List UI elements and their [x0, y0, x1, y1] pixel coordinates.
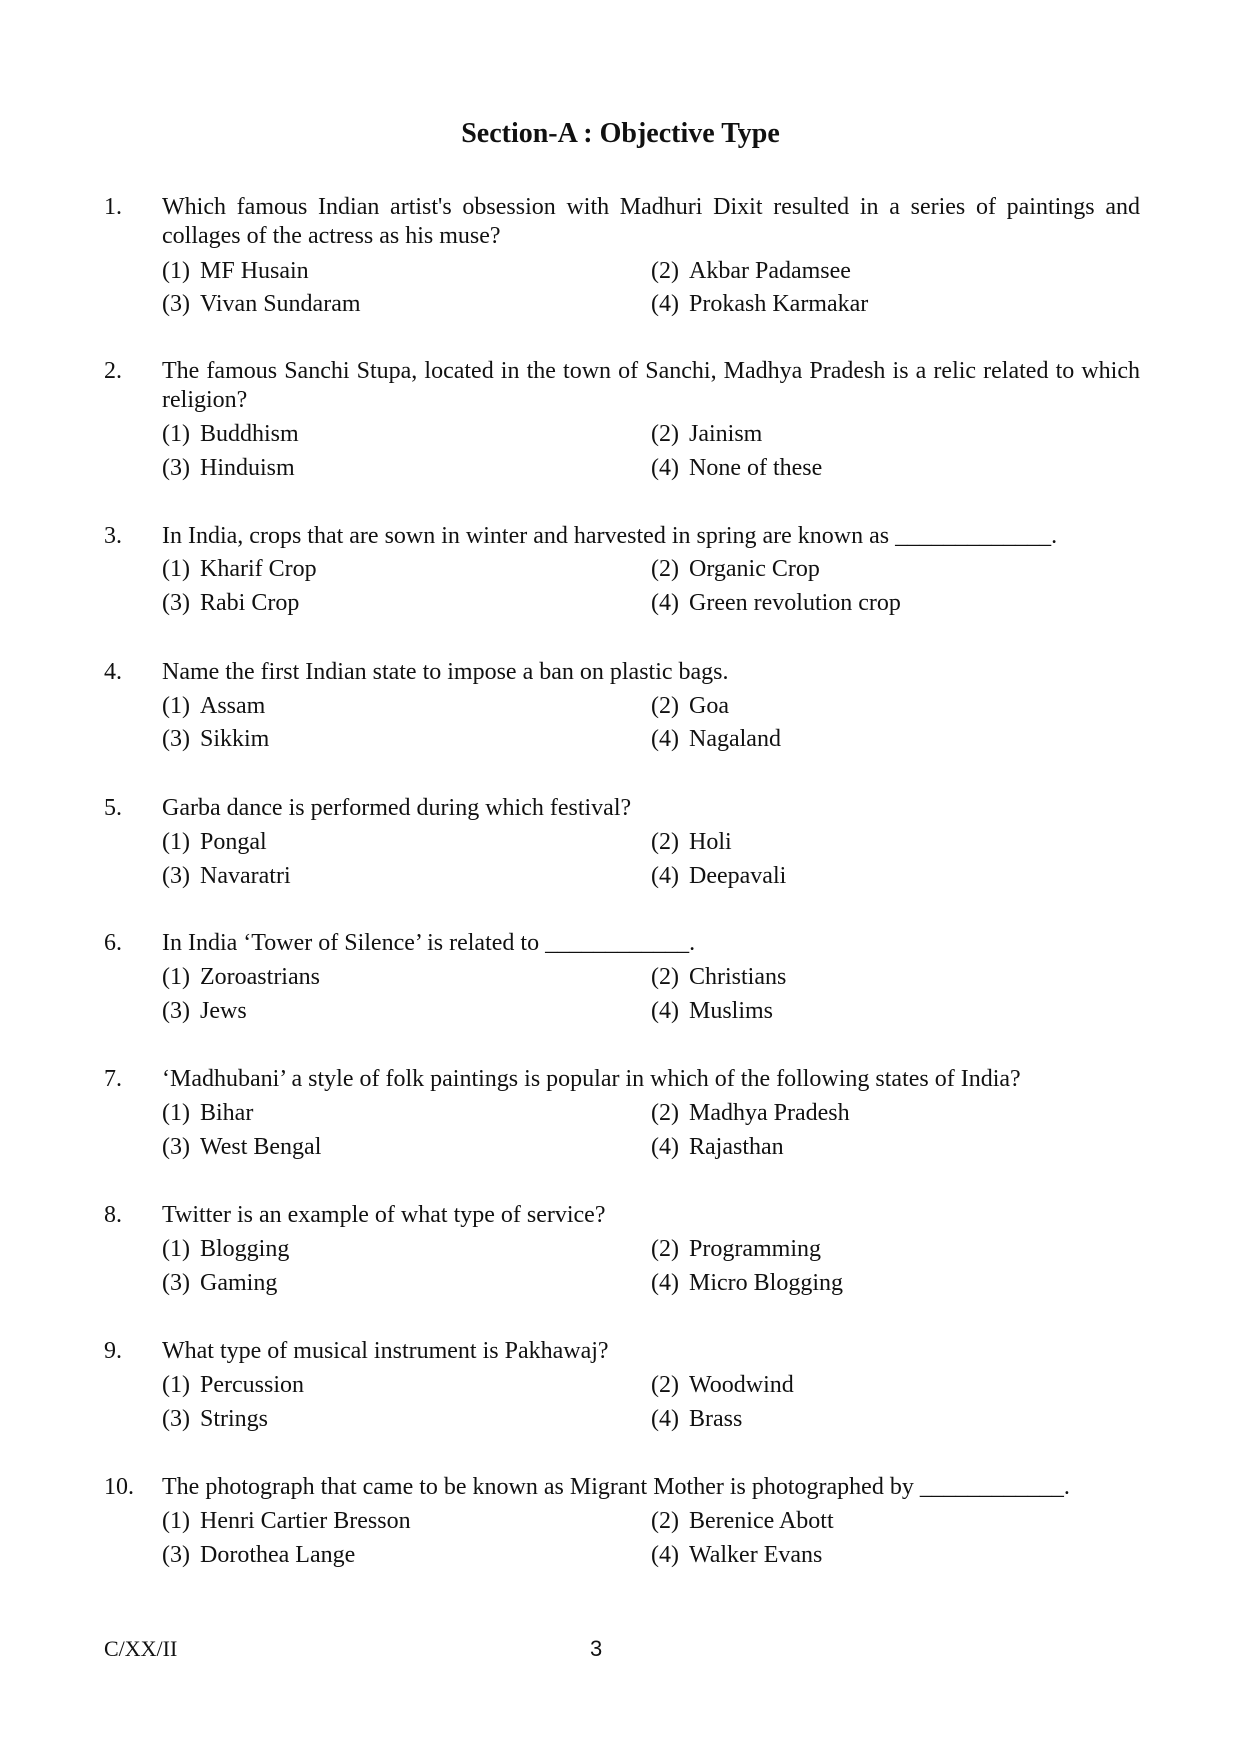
option-text: Nagaland: [689, 726, 781, 752]
option-3: [162, 725, 269, 754]
option-4: [651, 1269, 843, 1298]
option-text: Madhya Pradesh: [689, 1100, 850, 1126]
question-number: 1.: [104, 194, 122, 220]
option-number: (1): [162, 1508, 190, 1534]
option-4: [651, 997, 773, 1026]
option-text: None of these: [689, 455, 823, 481]
option-1: [162, 1371, 304, 1400]
option-4: [651, 290, 868, 319]
question-number: 7.: [104, 1066, 122, 1092]
question-text: What type of musical instrument is Pakhawaj?: [162, 1338, 609, 1364]
option-3: [162, 997, 247, 1026]
option-text: Blogging: [200, 1236, 290, 1262]
option-text: Assam: [200, 693, 266, 719]
option-text: Sikkim: [200, 726, 270, 752]
section-title: Section-A : Objective Type: [461, 118, 780, 149]
option-3: [162, 862, 291, 891]
option-number: (3): [162, 1134, 190, 1160]
option-1: [162, 692, 265, 721]
option-text: Buddhism: [200, 421, 299, 447]
question-text: In India, crops that are sown in winter and harvested in spring are known as _____________.: [162, 523, 1058, 549]
question-text: The famous Sanchi Stupa, located in the town of Sanchi, Madhya Pradesh is a relic related to which religion?: [162, 358, 1140, 413]
option-text: West Bengal: [200, 1134, 322, 1160]
option-text: Walker Evans: [689, 1542, 823, 1568]
question-number: 4.: [104, 659, 122, 685]
question-text: Garba dance is performed during which festival?: [162, 795, 632, 821]
option-3: [162, 1133, 321, 1162]
question-text: Twitter is an example of what type of service?: [162, 1202, 606, 1228]
option-number: (3): [162, 863, 190, 889]
option-1: [162, 1099, 253, 1128]
option-number: (1): [162, 1236, 190, 1262]
option-text: Goa: [689, 693, 729, 719]
option-text: Woodwind: [689, 1372, 794, 1398]
option-3: [162, 290, 361, 319]
option-text: Berenice Abott: [689, 1508, 834, 1534]
option-number: (3): [162, 1542, 190, 1568]
option-text: Micro Blogging: [689, 1270, 843, 1296]
option-2: [651, 420, 762, 449]
option-number: (1): [162, 693, 190, 719]
option-3: [162, 1405, 268, 1434]
option-2: [651, 555, 820, 584]
option-2: [651, 1099, 850, 1128]
option-text: Holi: [689, 829, 732, 855]
option-2: [651, 828, 732, 857]
option-4: [651, 862, 786, 891]
option-4: [651, 725, 781, 754]
option-1: [162, 963, 320, 992]
option-text: Programming: [689, 1236, 821, 1262]
option-number: (4): [651, 863, 679, 889]
paper-code: C/XX/II: [104, 1636, 178, 1661]
option-text: Kharif Crop: [200, 556, 317, 582]
option-text: Christians: [689, 964, 787, 990]
option-number: (4): [651, 1134, 679, 1160]
option-number: (3): [162, 1270, 190, 1296]
option-number: (2): [651, 693, 679, 719]
option-text: Brass: [689, 1406, 743, 1432]
option-4: [651, 1133, 784, 1162]
option-2: [651, 1507, 834, 1536]
option-number: (1): [162, 258, 190, 284]
option-number: (3): [162, 455, 190, 481]
option-number: (4): [651, 1270, 679, 1296]
option-number: (4): [651, 590, 679, 616]
question-number: 2.: [104, 358, 122, 384]
option-number: (2): [651, 829, 679, 855]
option-text: Dorothea Lange: [200, 1542, 356, 1568]
option-text: Hinduism: [200, 455, 295, 481]
option-number: (4): [651, 1406, 679, 1432]
option-text: Deepavali: [689, 863, 787, 889]
option-3: [162, 1541, 355, 1570]
option-2: [651, 1235, 821, 1264]
question-text: Name the first Indian state to impose a ban on plastic bags.: [162, 659, 729, 685]
option-number: (3): [162, 998, 190, 1024]
option-number: (4): [651, 1542, 679, 1568]
option-1: [162, 257, 309, 286]
option-number: (4): [651, 455, 679, 481]
option-number: (3): [162, 291, 190, 317]
option-number: (2): [651, 1236, 679, 1262]
option-text: Rabi Crop: [200, 590, 300, 616]
question-number: 10.: [104, 1474, 134, 1500]
option-4: [651, 454, 822, 483]
option-3: [162, 1269, 277, 1298]
option-text: Navaratri: [200, 863, 291, 889]
option-number: (2): [651, 556, 679, 582]
question-text: Which famous Indian artist's obsession with Madhuri Dixit resulted in a series of paintings and collages of the actress as his muse?: [162, 194, 1140, 249]
option-4: [651, 1541, 822, 1570]
option-number: (4): [651, 998, 679, 1024]
question-number: 5.: [104, 795, 122, 821]
option-1: [162, 1507, 411, 1536]
option-text: Percussion: [200, 1372, 304, 1398]
option-text: Vivan Sundaram: [200, 291, 361, 317]
option-number: (3): [162, 726, 190, 752]
option-text: Gaming: [200, 1270, 278, 1296]
option-number: (2): [651, 1372, 679, 1398]
option-text: Akbar Padamsee: [689, 258, 851, 284]
option-number: (1): [162, 1100, 190, 1126]
question-text: The photograph that came to be known as Migrant Mother is photographed by ____________.: [162, 1474, 1070, 1500]
option-number: (2): [651, 421, 679, 447]
option-number: (3): [162, 590, 190, 616]
option-text: Henri Cartier Bresson: [200, 1508, 411, 1534]
question-text: In India ‘Tower of Silence’ is related to ____________.: [162, 930, 696, 956]
option-text: MF Husain: [200, 258, 309, 284]
page-number: 3: [590, 1636, 603, 1661]
option-text: Organic Crop: [689, 556, 820, 582]
option-2: [651, 257, 851, 286]
option-text: Jews: [200, 998, 247, 1024]
option-1: [162, 555, 317, 584]
option-number: (4): [651, 291, 679, 317]
option-number: (1): [162, 556, 190, 582]
option-number: (1): [162, 964, 190, 990]
question-number: 8.: [104, 1202, 122, 1228]
question-text: ‘Madhubani’ a style of folk paintings is popular in which of the following states of India?: [162, 1066, 1021, 1092]
option-2: [651, 963, 786, 992]
option-text: Jainism: [689, 421, 763, 447]
option-number: (3): [162, 1406, 190, 1432]
option-4: [651, 589, 901, 618]
question-number: 3.: [104, 523, 122, 549]
option-text: Bihar: [200, 1100, 254, 1126]
option-text: Muslims: [689, 998, 774, 1024]
option-text: Rajasthan: [689, 1134, 784, 1160]
option-4: [651, 1405, 742, 1434]
option-text: Strings: [200, 1406, 269, 1432]
option-3: [162, 589, 299, 618]
option-number: (4): [651, 726, 679, 752]
option-text: Green revolution crop: [689, 590, 901, 616]
option-text: Zoroastrians: [200, 964, 320, 990]
option-number: (2): [651, 964, 679, 990]
option-number: (2): [651, 1100, 679, 1126]
option-1: [162, 1235, 289, 1264]
option-number: (1): [162, 421, 190, 447]
option-3: [162, 454, 295, 483]
question-number: 9.: [104, 1338, 122, 1364]
option-number: (1): [162, 829, 190, 855]
option-text: Prokash Karmakar: [689, 291, 869, 317]
question-number: 6.: [104, 930, 122, 956]
option-2: [651, 692, 729, 721]
option-number: (2): [651, 258, 679, 284]
option-number: (2): [651, 1508, 679, 1534]
option-text: Pongal: [200, 829, 267, 855]
option-1: [162, 420, 299, 449]
option-number: (1): [162, 1372, 190, 1398]
option-1: [162, 828, 267, 857]
option-2: [651, 1371, 794, 1400]
